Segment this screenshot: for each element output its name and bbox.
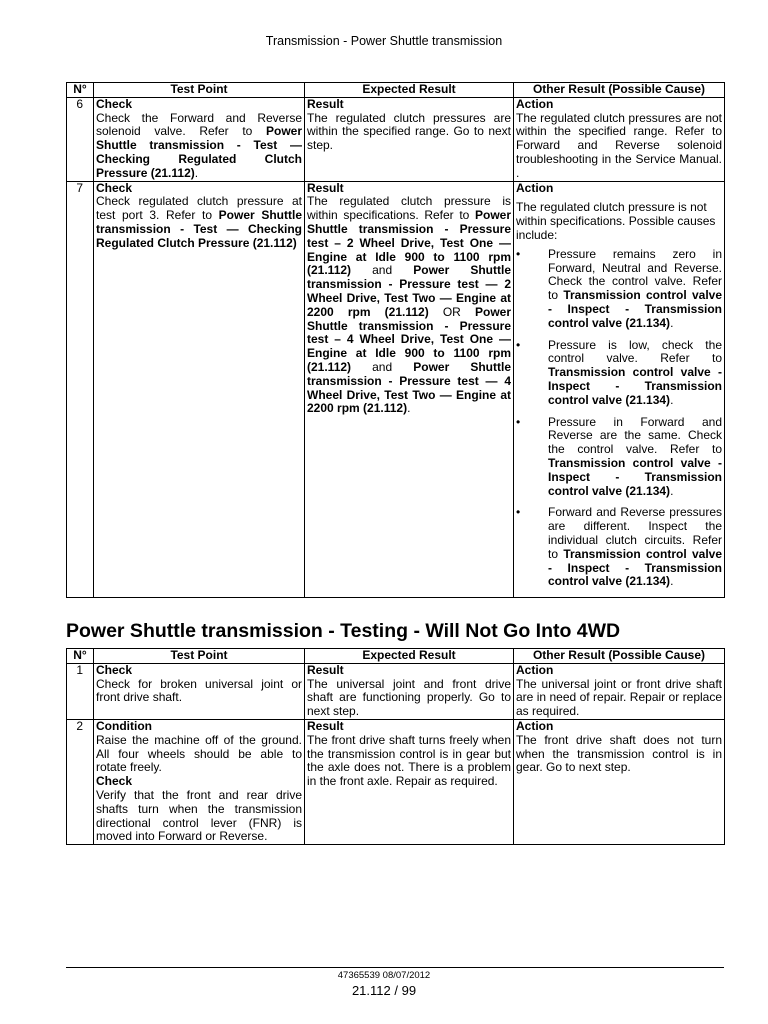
manual-reference: Transmission control valve - Inspect - Transmission control valve (21.134) xyxy=(548,365,722,407)
table-row xyxy=(67,97,725,181)
other-result-cell xyxy=(514,663,725,719)
list-item xyxy=(516,339,722,408)
table-row xyxy=(67,181,725,598)
cell-text: The front drive shaft turns freely when the transmission control is in gear but the axle does not. There is a problem in the front axle. Repair as required. xyxy=(307,732,511,789)
column-header-expected-result: Expected Result xyxy=(305,83,514,98)
cell-text: . xyxy=(670,483,674,498)
page-number: 21.112 / 99 xyxy=(351,983,417,998)
cell-label: Result xyxy=(307,718,344,733)
table-header-row xyxy=(67,83,725,98)
manual-reference: Power Shuttle transmission - Pressure test — 4 Wheel Drive, Test Two — Engine at 2200 rpm (21.112) xyxy=(307,359,511,416)
cell-label: Check xyxy=(96,96,133,111)
cell-label: Result xyxy=(307,96,344,111)
list-item xyxy=(516,506,722,589)
step-number: 6 xyxy=(67,97,94,181)
column-header-other-result: Other Result (Possible Cause) xyxy=(514,83,725,98)
section-title: Power Shuttle transmission - Testing - Will Not Go Into 4WD xyxy=(66,620,621,642)
cell-label: Condition xyxy=(96,718,152,733)
cell-text: The regulated clutch pressure is within specifications. Refer to xyxy=(307,194,511,223)
column-header-other-result: Other Result (Possible Cause) xyxy=(514,649,725,664)
cell-label: Action xyxy=(516,180,554,195)
cell-label: Check xyxy=(96,662,133,677)
column-header-number: N° xyxy=(67,83,94,98)
list-item xyxy=(516,248,722,331)
table-row xyxy=(67,663,725,719)
cell-text: Pressure remains zero in Forward, Neutral and Reverse. Check the control valve. Refer to xyxy=(548,246,722,303)
cell-text: The universal joint or front drive shaft are in need of repair. Repair or replace as required. xyxy=(516,676,722,719)
cell-text: Check for broken universal joint or front drive shaft. xyxy=(96,676,302,705)
manual-reference: Power Shuttle transmission - Test — Checking Regulated Clutch Pressure (21.112) xyxy=(96,124,302,180)
cell-text: The regulated clutch pressure is not within specifications. Possible causes include: xyxy=(516,200,716,242)
other-result-cell xyxy=(514,181,725,598)
column-header-test-point: Test Point xyxy=(94,83,305,98)
cell-text: Pressure in Forward and Reverse are the same. Check the control valve. Refer to xyxy=(548,414,722,457)
troubleshooting-table-4wd xyxy=(66,648,725,845)
column-header-test-point: Test Point xyxy=(94,649,305,664)
manual-reference: Power Shuttle transmission - Pressure test – 2 Wheel Drive, Test One — Engine at Idle 900 to 1100 rpm (21.112) xyxy=(307,208,511,278)
cell-text: Check the Forward and Reverse solenoid valve. Refer to xyxy=(96,110,302,139)
test-point-cell xyxy=(94,181,305,598)
column-header-expected-result: Expected Result xyxy=(305,649,514,664)
cell-text: Forward and Reverse pressures are different. Inspect the individual clutch circuits. Refer to xyxy=(548,505,722,561)
cell-text: The regulated clutch pressures are not within the specified range. Refer to Forward and Reverse solenoid troubleshooting in the Service Manual. . xyxy=(516,110,722,180)
test-point-cell xyxy=(94,719,305,844)
manual-reference: Transmission control valve - Inspect - Transmission control valve (21.134) xyxy=(548,546,722,589)
cell-text: The regulated clutch pressures are within the specified range. Go to next step. xyxy=(307,110,511,153)
cell-text: The universal joint and front drive shaft are functioning properly. Go to next step. xyxy=(307,676,511,719)
test-point-cell xyxy=(94,97,305,181)
cell-label: Result xyxy=(307,180,344,195)
cell-text: Pressure is low, check the control valve. Refer to xyxy=(548,337,722,366)
cell-text: . xyxy=(670,574,674,589)
other-result-cell xyxy=(514,97,725,181)
cell-text: The front drive shaft does not turn when the transmission control is in gear. Go to next step. xyxy=(516,732,722,775)
possible-causes-list xyxy=(516,248,722,589)
cell-text: Check regulated clutch pressure at test port 3. Refer to xyxy=(96,194,302,223)
footer-divider xyxy=(66,967,724,968)
cell-label: Action xyxy=(516,718,554,733)
cell-text: OR xyxy=(428,304,475,319)
column-header-number: N° xyxy=(67,649,94,664)
cell-label: Action xyxy=(516,662,554,677)
manual-reference: Transmission control valve - Inspect - Transmission control valve (21.134) xyxy=(548,455,722,498)
troubleshooting-table-clutch-pressure xyxy=(66,82,725,598)
step-number: 7 xyxy=(67,181,94,598)
document-code: 47365539 08/07/2012 xyxy=(337,970,431,981)
cell-text: . xyxy=(670,392,674,407)
table-row xyxy=(67,719,725,844)
cell-text: . xyxy=(194,165,199,180)
manual-reference: Transmission control valve - Inspect - Transmission control valve (21.134) xyxy=(548,288,722,330)
list-item xyxy=(516,416,722,499)
cell-text: Verify that the front and rear drive shafts turn when the transmission directional control lever (FNR) is moved into Forward or Reverse. xyxy=(96,787,302,844)
other-result-cell xyxy=(514,719,725,844)
table-header-row xyxy=(67,649,725,664)
cell-label: Action xyxy=(516,96,554,111)
cell-label: Result xyxy=(307,662,344,677)
manual-reference: Power Shuttle transmission - Test — Checking Regulated Clutch Pressure (21.112) xyxy=(96,208,302,250)
cell-text: . xyxy=(407,401,411,416)
cell-text: and xyxy=(351,359,414,374)
cell-text: Raise the machine off of the ground. All four wheels should be able to rotate freely. xyxy=(96,732,302,775)
manual-reference: Power Shuttle transmission - Pressure test — 2 Wheel Drive, Test Two — Engine at 2200 rpm (21.112) xyxy=(307,263,511,319)
cell-text: and xyxy=(351,263,414,278)
test-point-cell xyxy=(94,663,305,719)
running-header: Transmission - Power Shuttle transmission xyxy=(265,34,503,48)
step-number: 1 xyxy=(67,663,94,719)
cell-label: Check xyxy=(96,774,133,789)
cell-text: . xyxy=(670,315,674,330)
manual-reference: Power Shuttle transmission - Pressure test – 4 Wheel Drive, Test One — Engine at Idle 900 to 1100 rpm (21.112) xyxy=(307,304,511,374)
expected-result-cell xyxy=(305,97,514,181)
expected-result-cell xyxy=(305,719,514,844)
step-number: 2 xyxy=(67,719,94,844)
cell-label: Check xyxy=(96,180,133,195)
expected-result-cell xyxy=(305,663,514,719)
expected-result-cell xyxy=(305,181,514,598)
